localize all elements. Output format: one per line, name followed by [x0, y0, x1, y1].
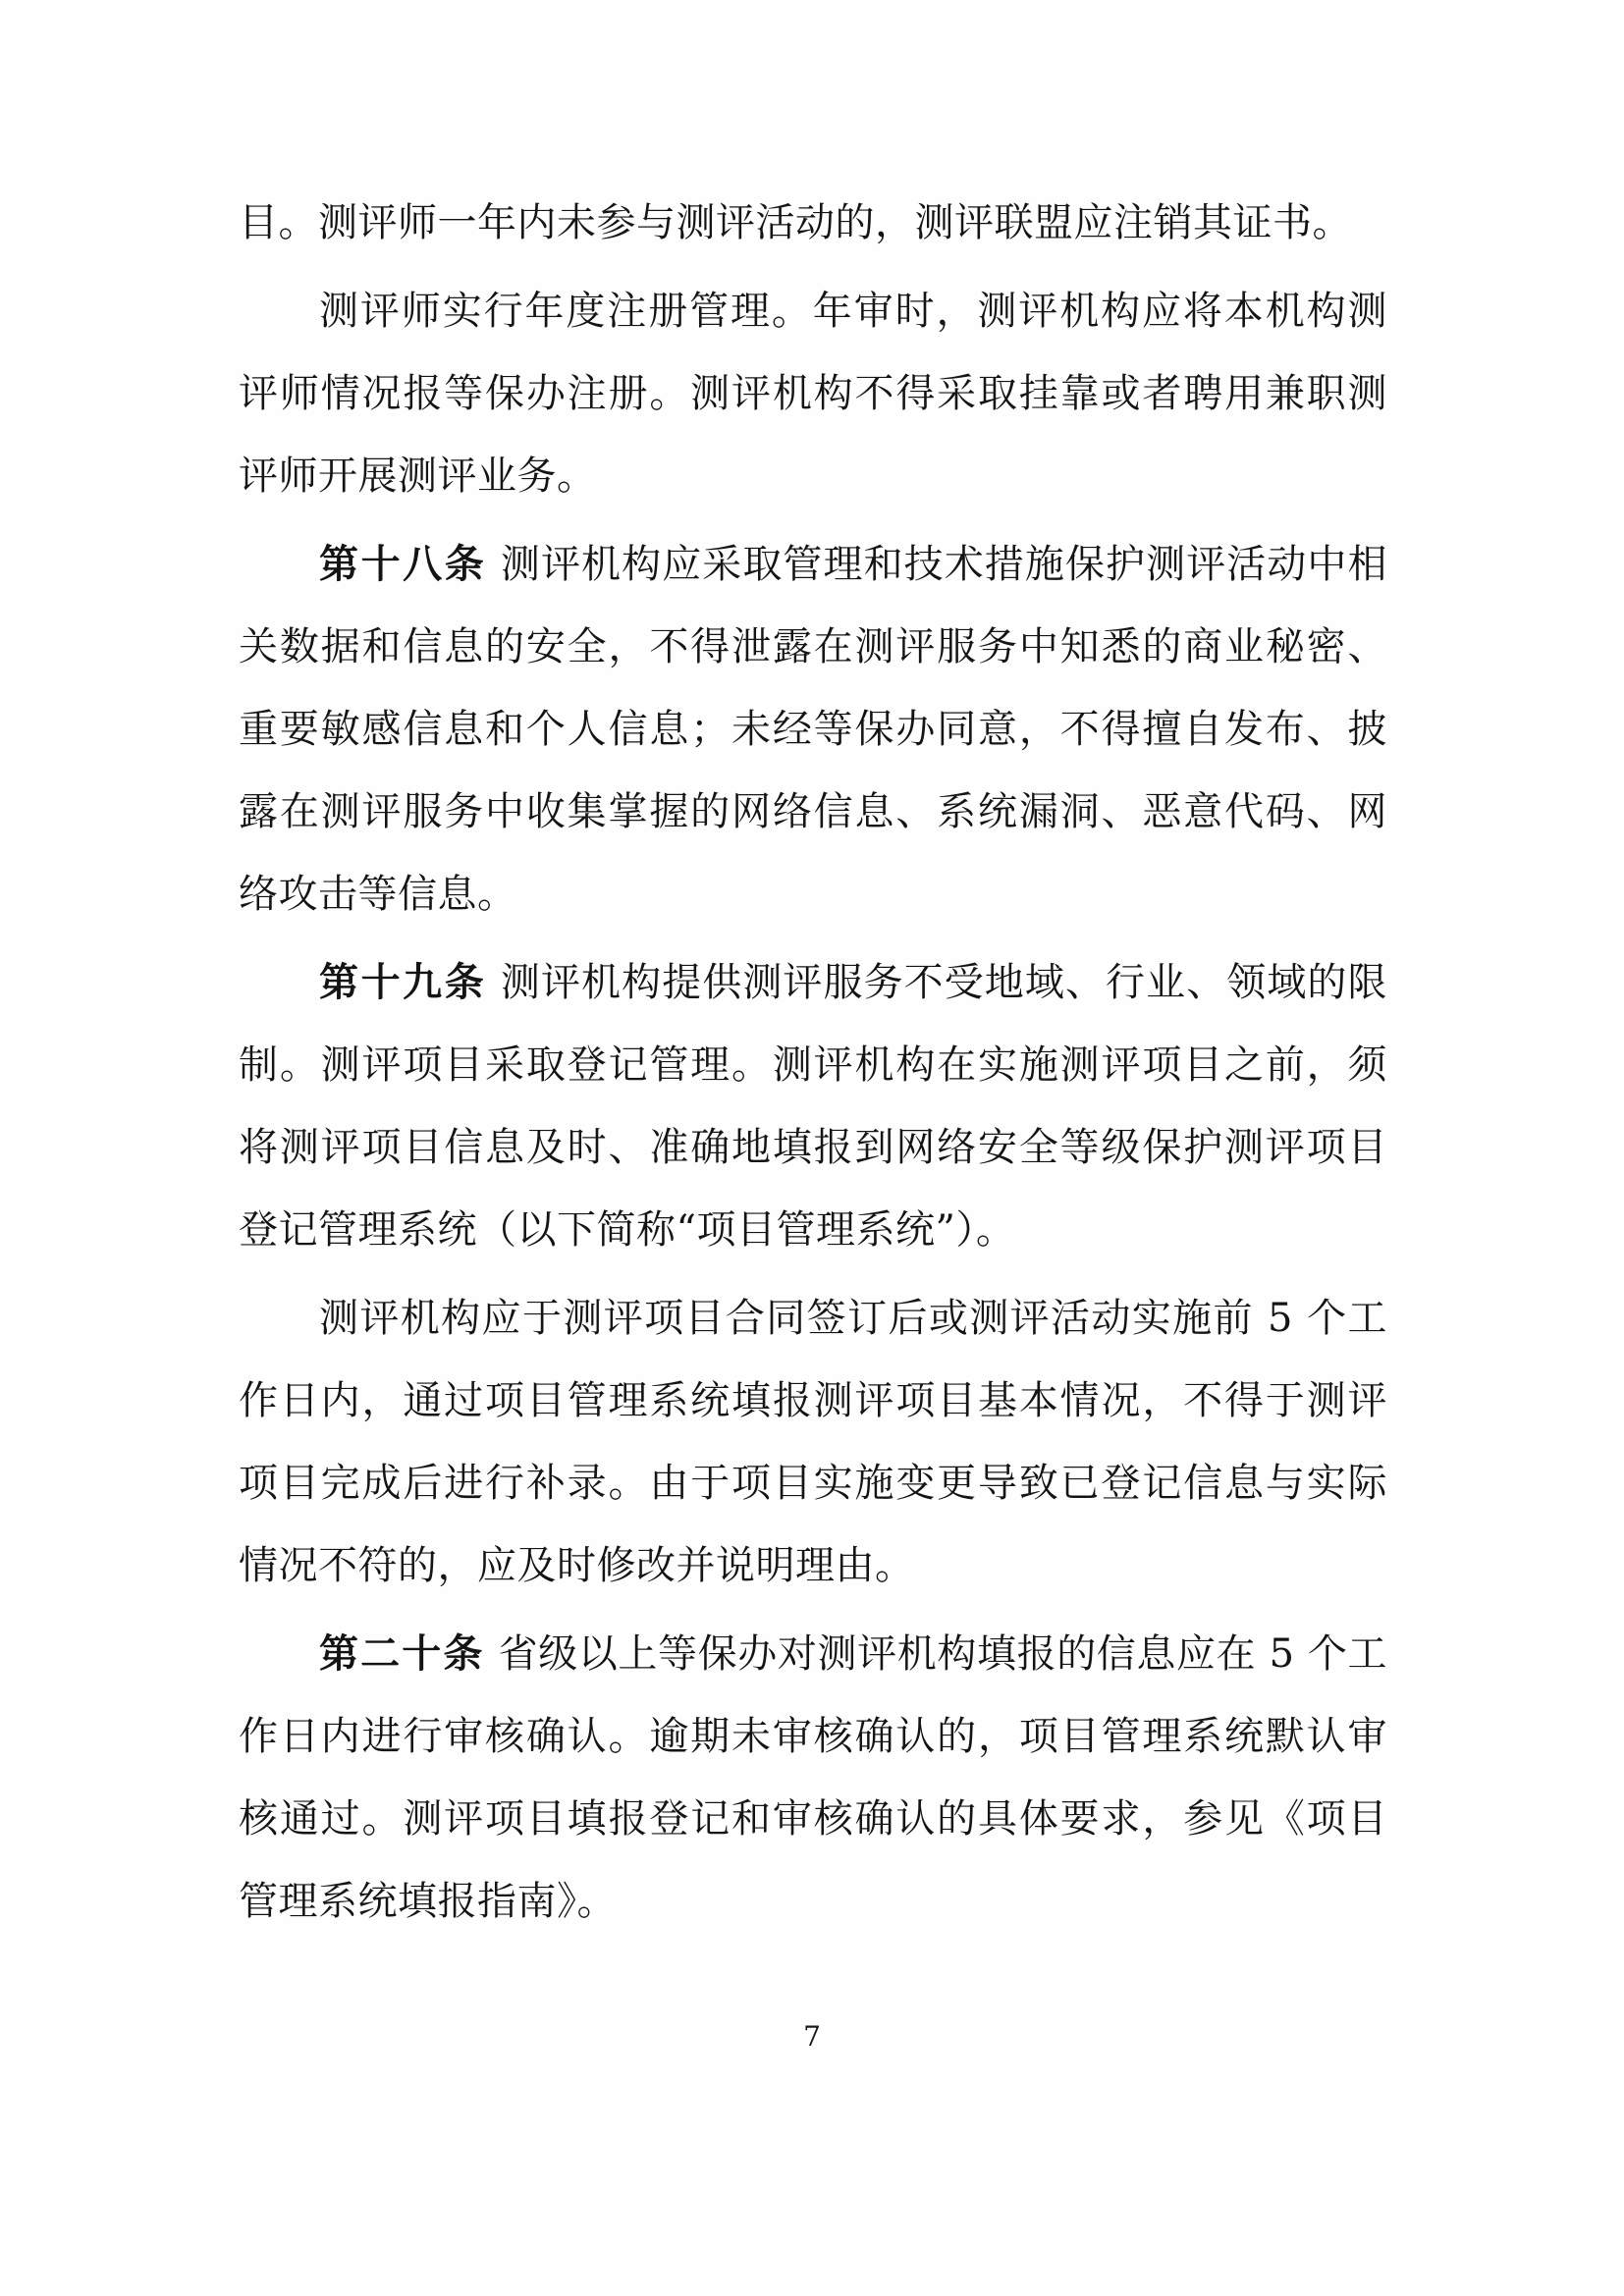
article-label: 第十九条: [319, 959, 487, 1005]
paragraph-text: 测评师实行年度注册管理。年审时，测评机构应将本机构测评师情况报等保办注册。测评机构不得采取挂靠或者聘用兼职测评师开展测评业务。: [239, 289, 1387, 499]
paragraph: [239, 182, 1387, 264]
paragraph: [239, 523, 1387, 935]
paragraph: [239, 270, 1387, 517]
paragraph-text: 测评机构应于测评项目合同签订后或测评活动实施前 5 个工作日内，通过项目管理系统填报测评项目基本情况，不得于测评项目完成后进行补录。由于项目实施变更导致已登记信息与实际情况不符的，应及时修改并说明理由。: [239, 1296, 1387, 1588]
article-label: 第十八条: [319, 541, 487, 587]
paragraph: [239, 941, 1387, 1271]
paragraph-text: 目。测评师一年内未参与测评活动的，测评联盟应注销其证书。: [239, 200, 1352, 245]
page-number: 7: [803, 2020, 821, 2053]
paragraph-text: 测评机构提供测评服务不受地域、行业、领域的限制。测评项目采取登记管理。测评机构在实施测评项目之前，须将测评项目信息及时、准确地填报到网络安全等级保护测评项目登记管理系统（以下简称“项目管理系统”）。: [239, 960, 1388, 1253]
paragraph: [239, 1277, 1387, 1607]
document-body: [239, 182, 1387, 1943]
paragraph: [239, 1613, 1387, 1943]
paragraph-text: 测评机构应采取管理和技术措施保护测评活动中相关数据和信息的安全，不得泄露在测评服务中知悉的商业秘密、重要敏感信息和个人信息；未经等保办同意，不得擅自发布、披露在测评服务中收集掌握的网络信息、系统漏洞、恶意代码、网络攻击等信息。: [239, 542, 1388, 917]
paragraph-text: 省级以上等保办对测评机构填报的信息应在 5 个工作日内进行审核确认。逾期未审核确认的，项目管理系统默认审核通过。测评项目填报登记和审核确认的具体要求，参见《项目管理系统填报指南》。: [239, 1631, 1387, 1924]
article-label: 第二十条: [319, 1630, 485, 1677]
